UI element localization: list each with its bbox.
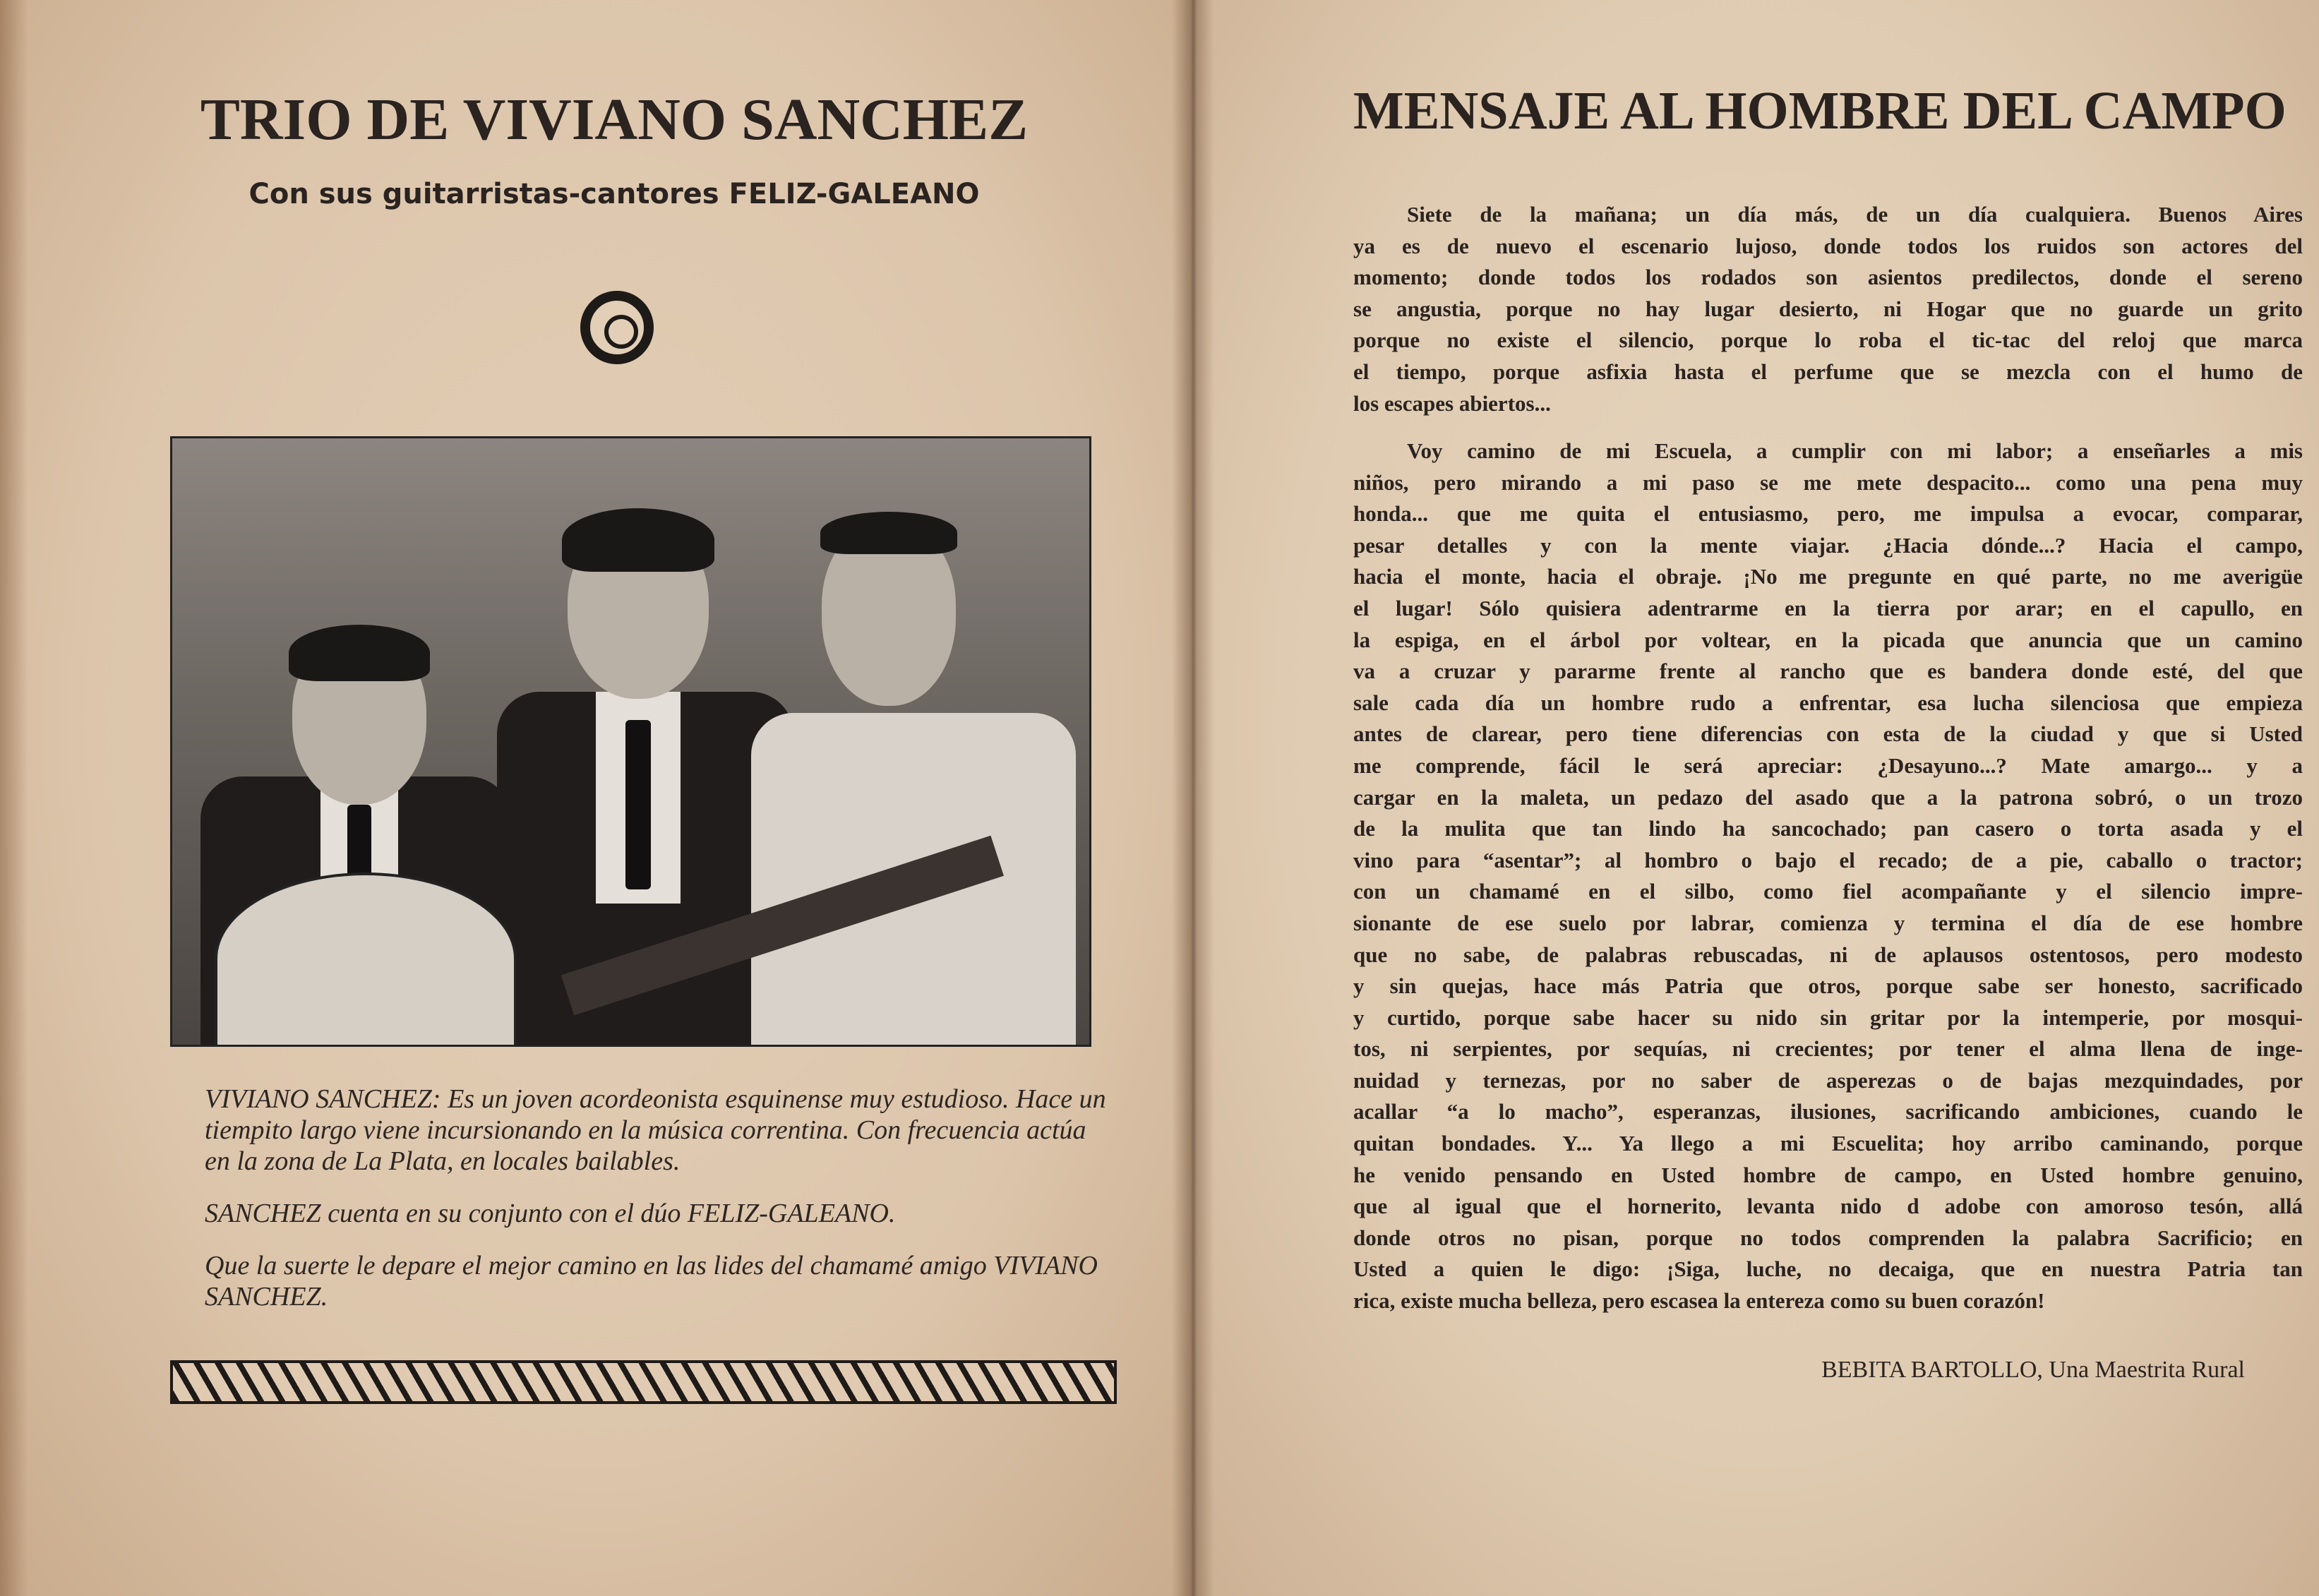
text-line: me comprende, fácil le será apreciar: ¿Desayuno...? Mate amargo... y a xyxy=(1353,752,2303,778)
text-line: antes de clarear, pero tiene diferencias con esta de la ciudad y que si Usted xyxy=(1353,721,2303,747)
text-line: la espiga, en el árbol por voltear, en la picada que anuncia que un camino xyxy=(1353,627,2303,652)
article-title: MENSAJE AL HOMBRE DEL CAMPO xyxy=(1353,81,2287,140)
book-gutter xyxy=(1172,0,1214,1596)
text-line: Siete de la mañana; un día más, de un día cualquiera. Buenos Aires xyxy=(1407,202,2303,227)
text-line: porque no existe el silencio, porque lo roba el tic-tac del reloj que marca xyxy=(1353,328,2303,353)
text-line: que no sabe, de palabras rebuscadas, ni de aplausos ostentosos, pero modesto xyxy=(1353,942,2303,967)
caption-paragraph: VIVIANO SANCHEZ: Es un joven acordeonista esquinense muy estudioso. Hace un tiempito largo viene incursionando en la música correntina. Con frecuencia actúa en la zona de La Plata, en locales bailables. xyxy=(205,1084,1106,1176)
ornament-icon xyxy=(580,291,654,364)
caption-paragraph: Que la suerte le depare el mejor camino en las lides del chamamé amigo VIVIANO SANCHEZ. xyxy=(205,1251,1098,1312)
trio-photo xyxy=(170,436,1091,1047)
text-line: momento; donde todos los rodados son asientos predilectos, donde el sereno xyxy=(1353,265,2303,290)
guitar-body xyxy=(215,872,517,1045)
text-line: tos, ni serpientes, por sequías, ni crecientes; por tener el alma llena de inge- xyxy=(1353,1036,2303,1062)
text-line: cargar en la maleta, un pedazo del asado que a la patrona sobró, o un trozo xyxy=(1353,784,2303,810)
text-line: sionante de ese suelo por labrar, comienza y termina el día de ese hombre xyxy=(1353,910,2303,935)
text-line: acallar “a lo macho”, esperanzas, ilusiones, sacrificando ambiciones, cuando le xyxy=(1353,1099,2303,1124)
text-line: donde otros no pisan, porque no todos comprenden la palabra Sacrificio; en xyxy=(1353,1225,2303,1250)
text-line: Usted a quien le digo: ¡Siga, luche, no decaiga, que en nuestra Patria tan xyxy=(1353,1256,2303,1282)
page-edge-shadow xyxy=(0,0,28,1596)
text-line: rica, existe mucha belleza, pero escasea la entereza como su buen corazón! xyxy=(1353,1288,2045,1314)
paragraph-2 xyxy=(1353,436,2303,1317)
text-line: niños, pero mirando a mi paso se me mete despacito... como una pena muy xyxy=(1353,469,2303,495)
text-line: que al igual que el hornerito, levanta nido d adobe con amoroso tesón, allá xyxy=(1353,1194,2303,1219)
caption-paragraph: SANCHEZ cuenta en su conjunto con el dúo FELIZ-GALEANO. xyxy=(205,1199,896,1228)
text-line: el lugar! Sólo quisiera adentrarme en la tierra por arar; en el capullo, en xyxy=(1353,595,2303,620)
text-line: con un chamamé en el silbo, como fiel acompañante y el silencio impre- xyxy=(1353,879,2303,904)
author-signature: BEBITA BARTOLLO, Una Maestrita Rural xyxy=(1821,1357,2245,1383)
text-line: y sin quejas, hace más Patria que otros, porque sabe ser honesto, sacrificado xyxy=(1353,973,2303,999)
text-line: nuidad y ternezas, por no saber de asperezas o de bajas mezquindades, por xyxy=(1353,1067,2303,1093)
text-line: de la mulita que tan lindo ha sancochado; pan casero o torta asada y el xyxy=(1353,816,2303,841)
text-line: el tiempo, porque asfixia hasta el perfume que se mezcla con el humo de xyxy=(1353,359,2303,384)
article-subtitle: Con sus guitarristas-cantores FELIZ-GALEANO xyxy=(248,178,980,210)
person-right xyxy=(737,508,1076,1045)
right-page xyxy=(1192,0,2319,1596)
text-line: quitan bondades. Y... Ya llego a mi Escuelita; hoy arribo caminando, porque xyxy=(1353,1131,2303,1156)
decorative-braid-border xyxy=(170,1360,1117,1404)
text-line: pesar detalles y con la mente viajar. ¿Hacia dónde...? Hacia el campo, xyxy=(1353,532,2303,558)
text-line: hacia el monte, hacia el obraje. ¡No me pregunte en qué parte, no me averigüe xyxy=(1353,564,2303,589)
text-line: vino para “asentar”; al hombro o bajo el recado; de a pie, caballo o tractor; xyxy=(1353,847,2303,872)
text-line: sale cada día un hombre rudo a enfrentar, esa lucha silenciosa que empieza xyxy=(1353,690,2303,715)
text-line: los escapes abiertos... xyxy=(1353,390,1551,416)
article-title: TRIO DE VIVIANO SANCHEZ xyxy=(200,87,1029,152)
text-line: he venido pensando en Usted hombre de campo, en Usted hombre genuino, xyxy=(1353,1162,2303,1187)
photo-caption xyxy=(205,1084,1115,1333)
text-line: ya es de nuevo el escenario lujoso, donde todos los ruidos son actores del xyxy=(1353,233,2303,258)
text-line: honda... que me quita el entusiasmo, pero, me impulsa a evocar, comparar, xyxy=(1353,501,2303,527)
text-line: se angustia, porque no hay lugar desierto, ni Hogar que no guarde un grito xyxy=(1353,296,2303,321)
text-line: va a cruzar y pararme frente al rancho que es bandera donde esté, del que xyxy=(1353,659,2303,684)
text-line: y curtido, porque sabe hacer su nido sin gritar por la intemperie, por mosqui- xyxy=(1353,1004,2303,1030)
paragraph-1 xyxy=(1353,199,2303,419)
text-line: Voy camino de mi Escuela, a cumplir con mi labor; a enseñarles a mis xyxy=(1407,438,2303,463)
